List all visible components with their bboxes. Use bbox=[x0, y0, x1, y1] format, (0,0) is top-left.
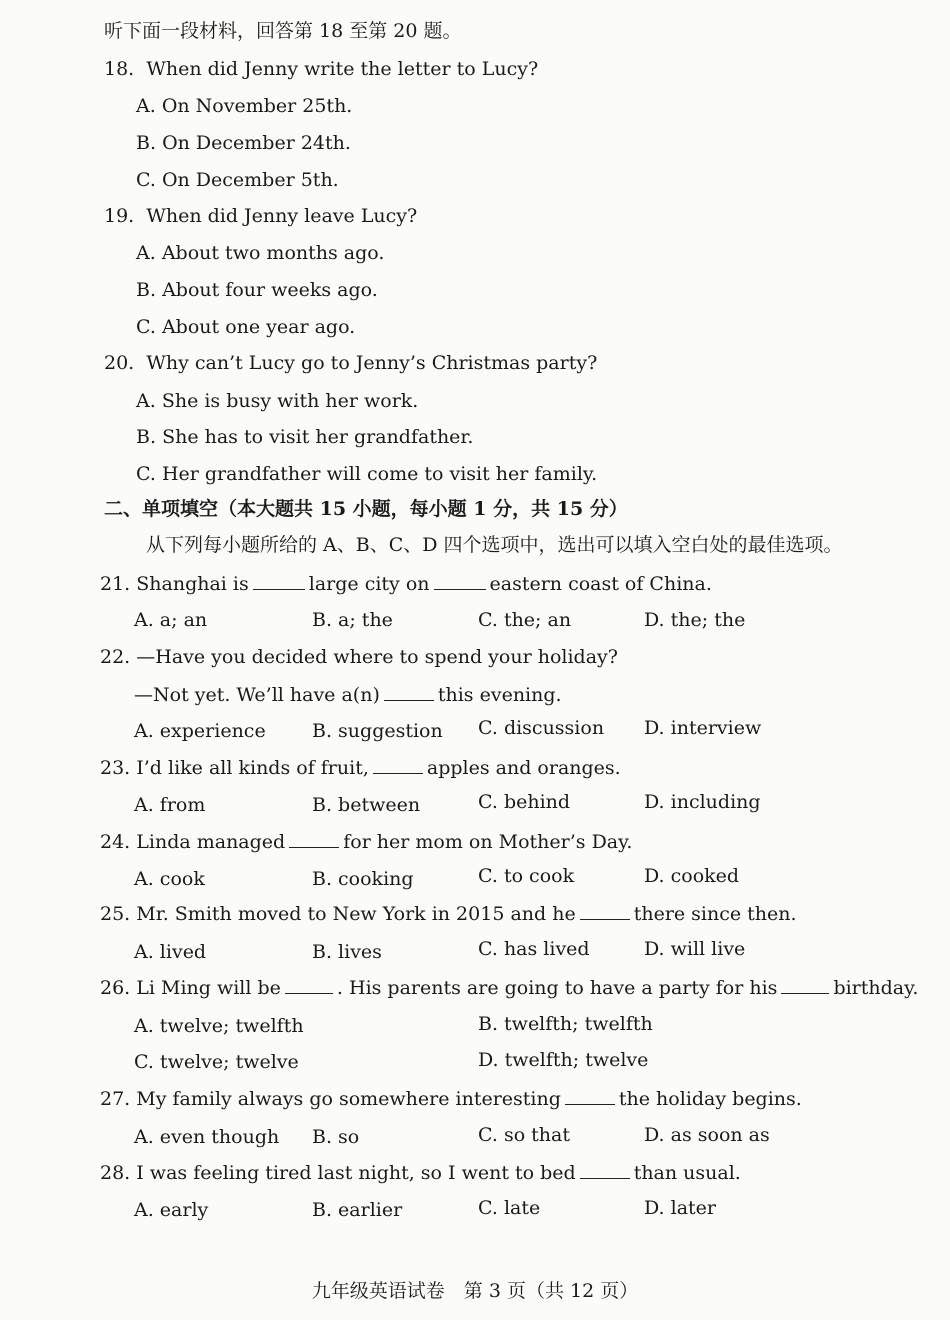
option-18-c: C. On December 5th. bbox=[136, 169, 339, 191]
section-instruction: 从下列每小题所给的 A、B、C、D 四个选项中，选出可以填入空白处的最佳选项。 bbox=[146, 534, 843, 556]
option-28-c: C. late bbox=[478, 1197, 541, 1219]
section-heading: 二、单项填空（本大题共 15 小题，每小题 1 分，共 15 分） bbox=[104, 498, 628, 520]
option-28-a: A. early bbox=[134, 1199, 209, 1221]
question-number: 18. bbox=[104, 58, 135, 80]
option-20-b: B. She has to visit her grandfather. bbox=[136, 426, 474, 448]
question-number: 20. bbox=[104, 352, 135, 374]
question-26: 26. Li Ming will be . His parents are going to have a party for his birthday. bbox=[100, 977, 919, 999]
option-27-a: A. even though bbox=[134, 1126, 280, 1148]
option-28-b: B. earlier bbox=[312, 1199, 403, 1221]
option-28-d: D. later bbox=[644, 1197, 717, 1219]
answer-blank bbox=[289, 829, 339, 848]
option-23-d: D. including bbox=[644, 791, 761, 813]
question-stem: When did Jenny write the letter to Lucy? bbox=[146, 58, 539, 80]
listening-intro: 听下面一段材料，回答第 18 至第 20 题。 bbox=[104, 20, 462, 42]
question-25: 25. Mr. Smith moved to New York in 2015 and he there since then. bbox=[100, 903, 797, 925]
option-19-a: A. About two months ago. bbox=[136, 242, 385, 264]
option-21-b: B. a; the bbox=[312, 609, 393, 631]
answer-blank bbox=[434, 571, 486, 590]
option-27-d: D. as soon as bbox=[644, 1124, 770, 1146]
answer-blank bbox=[580, 901, 630, 920]
question-28: 28. I was feeling tired last night, so I went to bed than usual. bbox=[100, 1162, 741, 1184]
option-22-a: A. experience bbox=[134, 720, 266, 742]
question-20 bbox=[104, 351, 597, 375]
option-18-a: A. On November 25th. bbox=[136, 95, 353, 117]
option-23-b: B. between bbox=[312, 794, 421, 816]
page-footer: 九年级英语试卷 第 3 页（共 12 页） bbox=[311, 1280, 639, 1302]
question-number: 19. bbox=[104, 205, 135, 227]
option-21-a: A. a; an bbox=[134, 609, 208, 631]
option-18-b: B. On December 24th. bbox=[136, 132, 351, 154]
option-27-b: B. so bbox=[312, 1126, 360, 1148]
option-26-b: B. twelfth; twelfth bbox=[478, 1013, 653, 1035]
option-22-d: D. interview bbox=[644, 717, 762, 739]
option-24-a: A. cook bbox=[134, 868, 205, 890]
option-20-c: C. Her grandfather will come to visit her family. bbox=[136, 463, 598, 485]
option-26-a: A. twelve; twelfth bbox=[134, 1015, 304, 1037]
answer-blank bbox=[384, 682, 434, 701]
option-22-b: B. suggestion bbox=[312, 720, 443, 742]
option-25-b: B. lives bbox=[312, 941, 382, 963]
question-22-reply: —Not yet. We’ll have a(n) this evening. bbox=[134, 684, 562, 706]
option-27-c: C. so that bbox=[478, 1124, 571, 1146]
option-24-b: B. cooking bbox=[312, 868, 414, 890]
option-24-d: D. cooked bbox=[644, 865, 740, 887]
option-25-a: A. lived bbox=[134, 941, 207, 963]
option-23-a: A. from bbox=[134, 794, 206, 816]
option-25-c: C. has lived bbox=[478, 938, 590, 960]
answer-blank bbox=[253, 571, 305, 590]
question-27: 27. My family always go somewhere interesting the holiday begins. bbox=[100, 1088, 802, 1110]
answer-blank bbox=[373, 755, 423, 774]
option-19-b: B. About four weeks ago. bbox=[136, 279, 378, 301]
option-19-c: C. About one year ago. bbox=[136, 316, 356, 338]
option-21-d: D. the; the bbox=[644, 609, 746, 631]
question-stem: Why can’t Lucy go to Jenny’s Christmas party? bbox=[146, 352, 598, 374]
question-21: 21. Shanghai is large city on eastern coast of China. bbox=[100, 573, 712, 595]
option-20-a: A. She is busy with her work. bbox=[136, 390, 419, 412]
question-23: 23. I’d like all kinds of fruit, apples and oranges. bbox=[100, 757, 621, 779]
question-18 bbox=[104, 57, 538, 81]
option-21-c: C. the; an bbox=[478, 609, 572, 631]
option-23-c: C. behind bbox=[478, 791, 571, 813]
option-24-c: C. to cook bbox=[478, 865, 575, 887]
question-19 bbox=[104, 204, 417, 228]
question-24: 24. Linda managed for her mom on Mother’s Day. bbox=[100, 831, 633, 853]
option-26-c: C. twelve; twelve bbox=[134, 1051, 299, 1073]
question-22: 22. —Have you decided where to spend your holiday? bbox=[100, 646, 618, 668]
question-stem: When did Jenny leave Lucy? bbox=[146, 205, 418, 227]
answer-blank bbox=[781, 975, 829, 994]
answer-blank bbox=[580, 1160, 630, 1179]
option-26-d: D. twelfth; twelve bbox=[478, 1049, 649, 1071]
answer-blank bbox=[565, 1086, 615, 1105]
option-25-d: D. will live bbox=[644, 938, 746, 960]
answer-blank bbox=[285, 975, 333, 994]
option-22-c: C. discussion bbox=[478, 717, 605, 739]
